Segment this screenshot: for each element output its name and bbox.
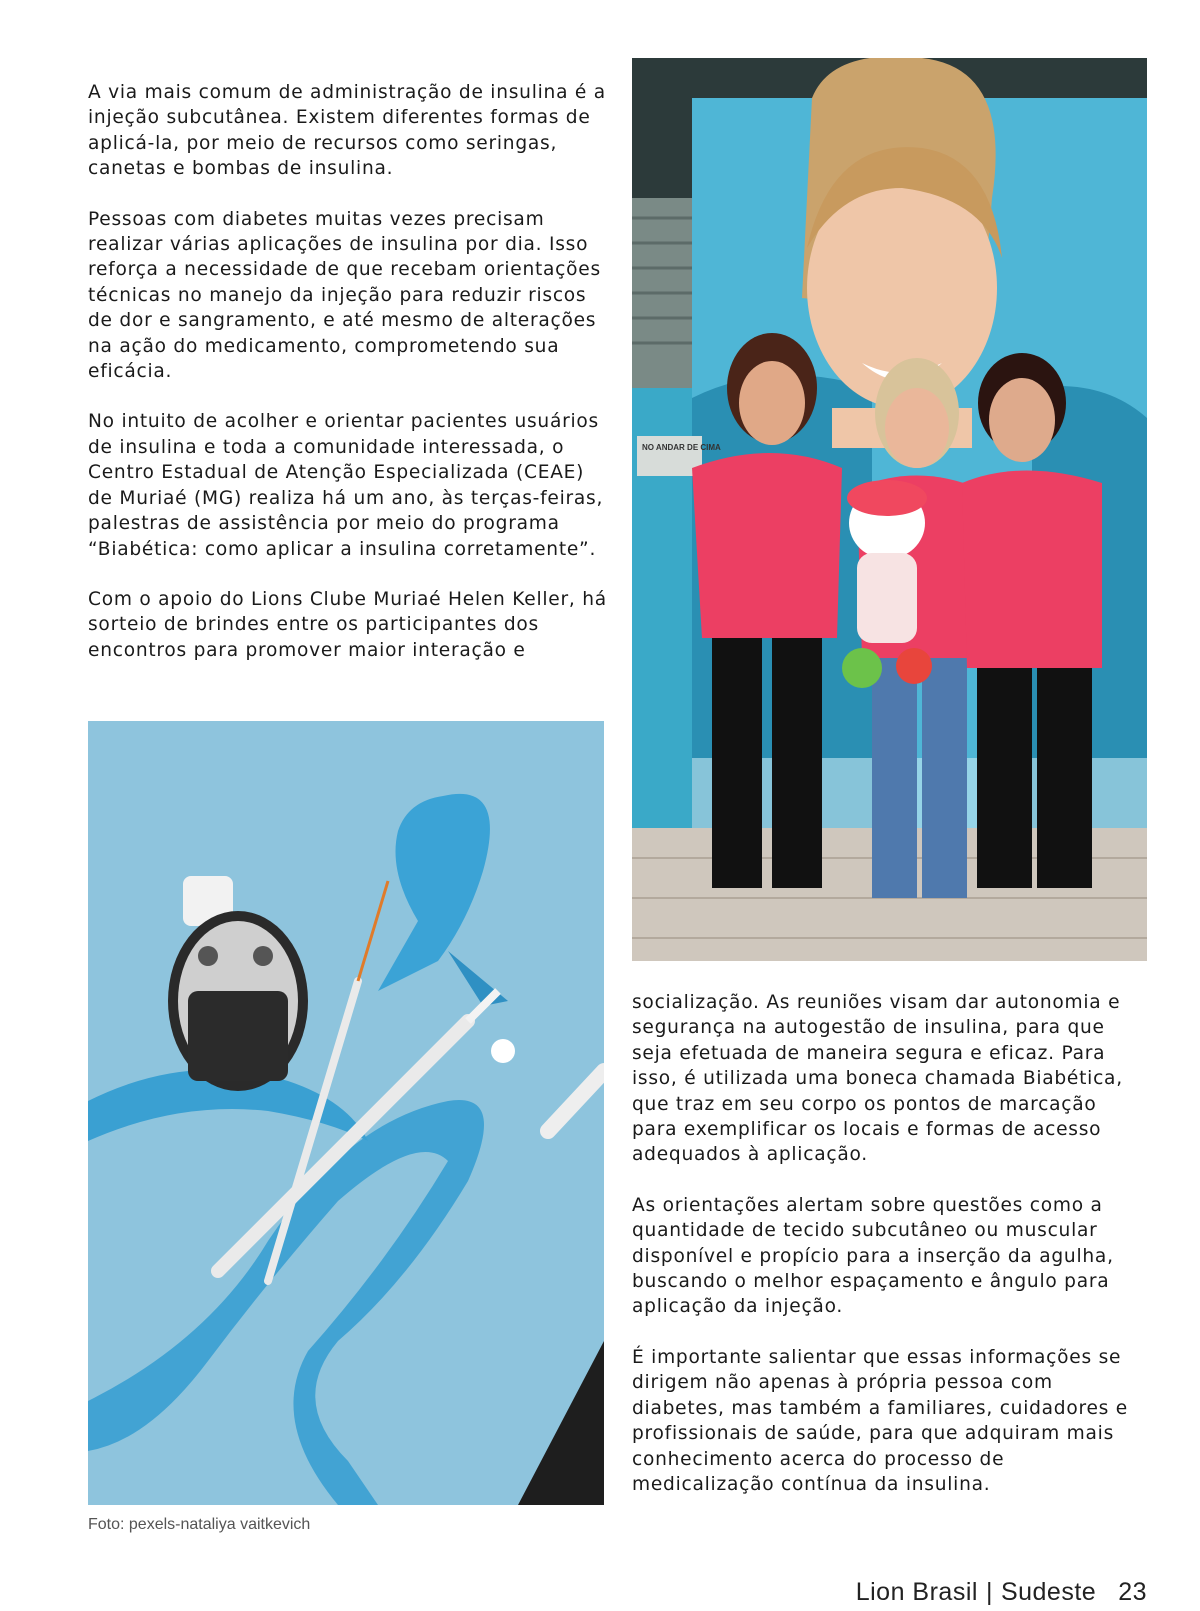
publication-name: Lion Brasil — [855, 1578, 978, 1606]
footer-separator: | — [985, 1578, 993, 1606]
article-column-right — [632, 990, 1142, 1497]
paragraph: A via mais comum de administração de insulina é a injeção subcutânea. Existem diferentes formas de aplicá-la, por meio de recursos como seringas, canetas e bombas de insulina. — [88, 82, 606, 180]
paragraph: socialização. As reuniões visam dar autonomia e segurança na autogestão de insulina, para que seja efetuada de maneira segura e eficaz. Para isso, é utilizada uma boneca chamada Biabética, que traz em seu corpo os pontos de marcação para exemplificar os locais e formas de acesso adequados à aplicação. — [632, 992, 1123, 1166]
sign-text: NO ANDAR DE CIMA — [642, 443, 721, 452]
paragraph: É importante salientar que essas informações se dirigem não apenas à própria pessoa com diabetes, mas também a familiares, cuidadores e profissionais de saúde, para que adquiram mais conhecimento acerca do processo de medicalização contínua da insulina. — [632, 1346, 1128, 1495]
page-number: 23 — [1118, 1578, 1147, 1606]
paragraph: No intuito de acolher e orientar pacientes usuários de insulina e toda a comunidade interessada, o Centro Estadual de Atenção Especializada (CEAE) de Muriaé (MG) realiza há um ano, às terças-feiras, palestras de assistência por meio do programa “Biabética: como aplicar a insulina corretamente”. — [88, 411, 604, 560]
photo-lions-members — [632, 58, 1147, 961]
article-column-left — [88, 80, 613, 663]
section-name: Sudeste — [1000, 1578, 1097, 1606]
photo-credit: Foto: pexels-nataliya vaitkevich — [88, 1516, 311, 1533]
photo-diabetes-supplies — [88, 721, 604, 1505]
page-footer — [856, 1578, 1147, 1607]
paragraph: Pessoas com diabetes muitas vezes precisam realizar várias aplicações de insulina por dia. Isso reforça a necessidade de que recebam orientações técnicas no manejo da injeção para reduzir riscos de dor e sangramento, e até mesmo de alterações na ação do medicamento, comprometendo sua eficácia. — [88, 208, 601, 383]
paragraph: Com o apoio do Lions Clube Muriaé Helen Keller, há sorteio de brindes entre os participantes dos encontros para promover maior interação e — [88, 588, 607, 661]
paragraph: As orientações alertam sobre questões como a quantidade de tecido subcutâneo ou muscular disponível e propício para a inserção da agulha, buscando o melhor espaçamento e ângulo para aplicação da injeção. — [632, 1194, 1114, 1318]
